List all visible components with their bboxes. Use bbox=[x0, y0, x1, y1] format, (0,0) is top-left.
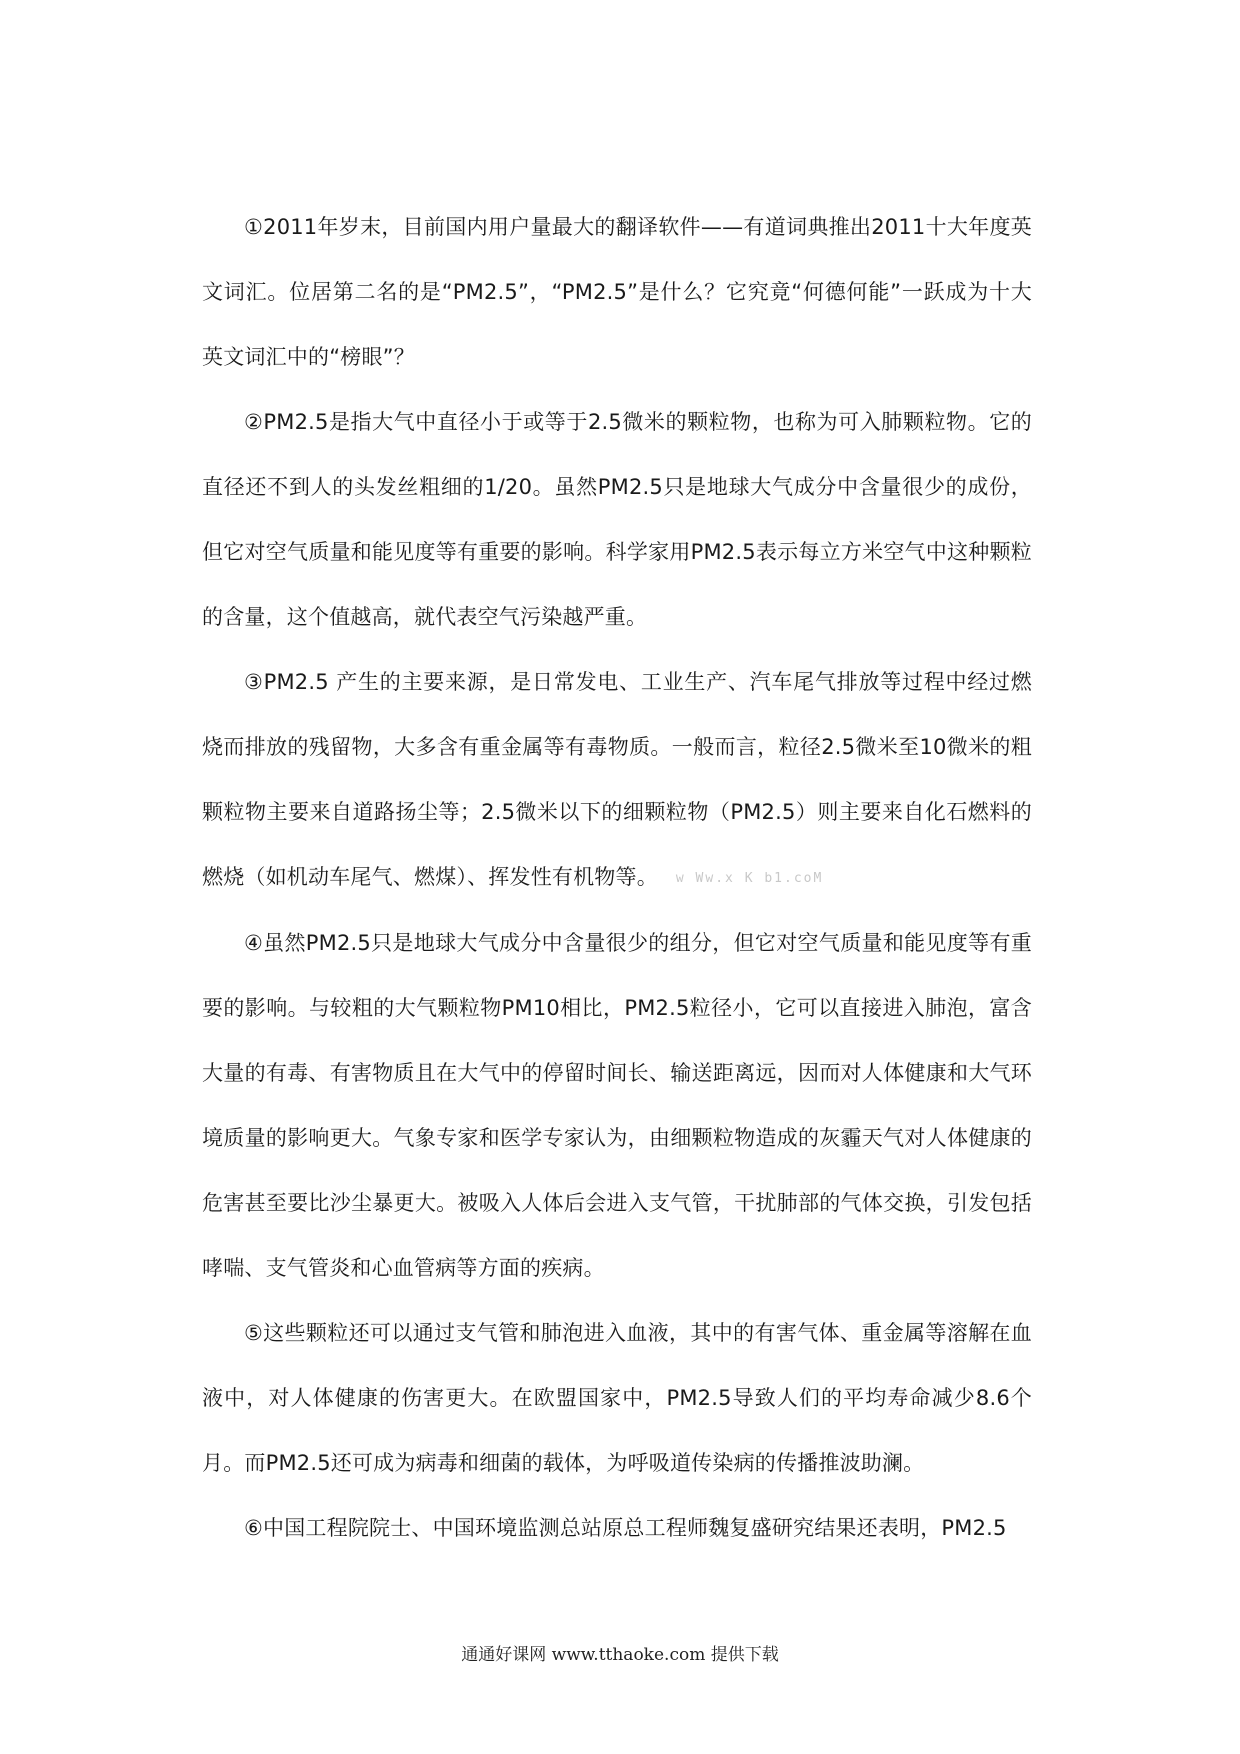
paragraph-2: ②PM2.5是指大气中直径小于或等于2.5微米的颗粒物，也称为可入肺颗粒物。它的直径还不到人的头发丝粗细的1/20。虽然PM2.5只是地球大气成分中含量很少的成份，但它对空气质量和能见度等有重要的影响。科学家用PM2.5表示每立方米空气中这种颗粒的含量，这个值越高，就代表空气污染越严重。 bbox=[202, 410, 1032, 629]
paragraph-3-text: ③PM2.5 产生的主要来源，是日常发电、工业生产、汽车尾气排放等过程中经过燃烧而排放的残留物，大多含有重金属等有毒物质。一般而言，粒径2.5微米至10微米的粗颗粒物主要来自道路扬尘等；2.5微米以下的细颗粒物（PM2.5）则主要来自化石燃料的燃烧（如机动车尾气、燃煤）、挥发性有机物等。 bbox=[202, 670, 1032, 889]
page-footer: 通通好课网 www.tthaoke.com 提供下载 bbox=[461, 1645, 779, 1665]
article-body bbox=[202, 195, 1032, 1561]
watermark-text: w Ww.x K b1.coM bbox=[675, 870, 824, 886]
paragraph-3 bbox=[202, 650, 1032, 911]
paragraph-1: ①2011年岁末，目前国内用户量最大的翻译软件——有道词典推出2011十大年度英文词汇。位居第二名的是“PM2.5”，“PM2.5”是什么？它究竟“何德何能”一跃成为十大英文词汇中的“榜眼”？ bbox=[202, 215, 1032, 369]
paragraph-6: ⑥中国工程院院士、中国环境监测总站原总工程师魏复盛研究结果还表明，PM2.5 bbox=[244, 1515, 1007, 1540]
paragraph-4: ④虽然PM2.5只是地球大气成分中含量很少的组分，但它对空气质量和能见度等有重要的影响。与较粗的大气颗粒物PM10相比，PM2.5粒径小，它可以直接进入肺泡，富含大量的有毒、有害物质且在大气中的停留时间长、输送距离远，因而对人体健康和大气环境质量的影响更大。气象专家和医学专家认为，由细颗粒物造成的灰霾天气对人体健康的危害甚至要比沙尘暴更大。被吸入人体后会进入支气管，干扰肺部的气体交换，引发包括哮喘、支气管炎和心血管病等方面的疾病。 bbox=[202, 930, 1032, 1280]
paragraph-5: ⑤这些颗粒还可以通过支气管和肺泡进入血液，其中的有害气体、重金属等溶解在血液中，对人体健康的伤害更大。在欧盟国家中，PM2.5导致人们的平均寿命减少8.6个月。而PM2.5还可成为病毒和细菌的载体，为呼吸道传染病的传播推波助澜。 bbox=[202, 1320, 1032, 1475]
